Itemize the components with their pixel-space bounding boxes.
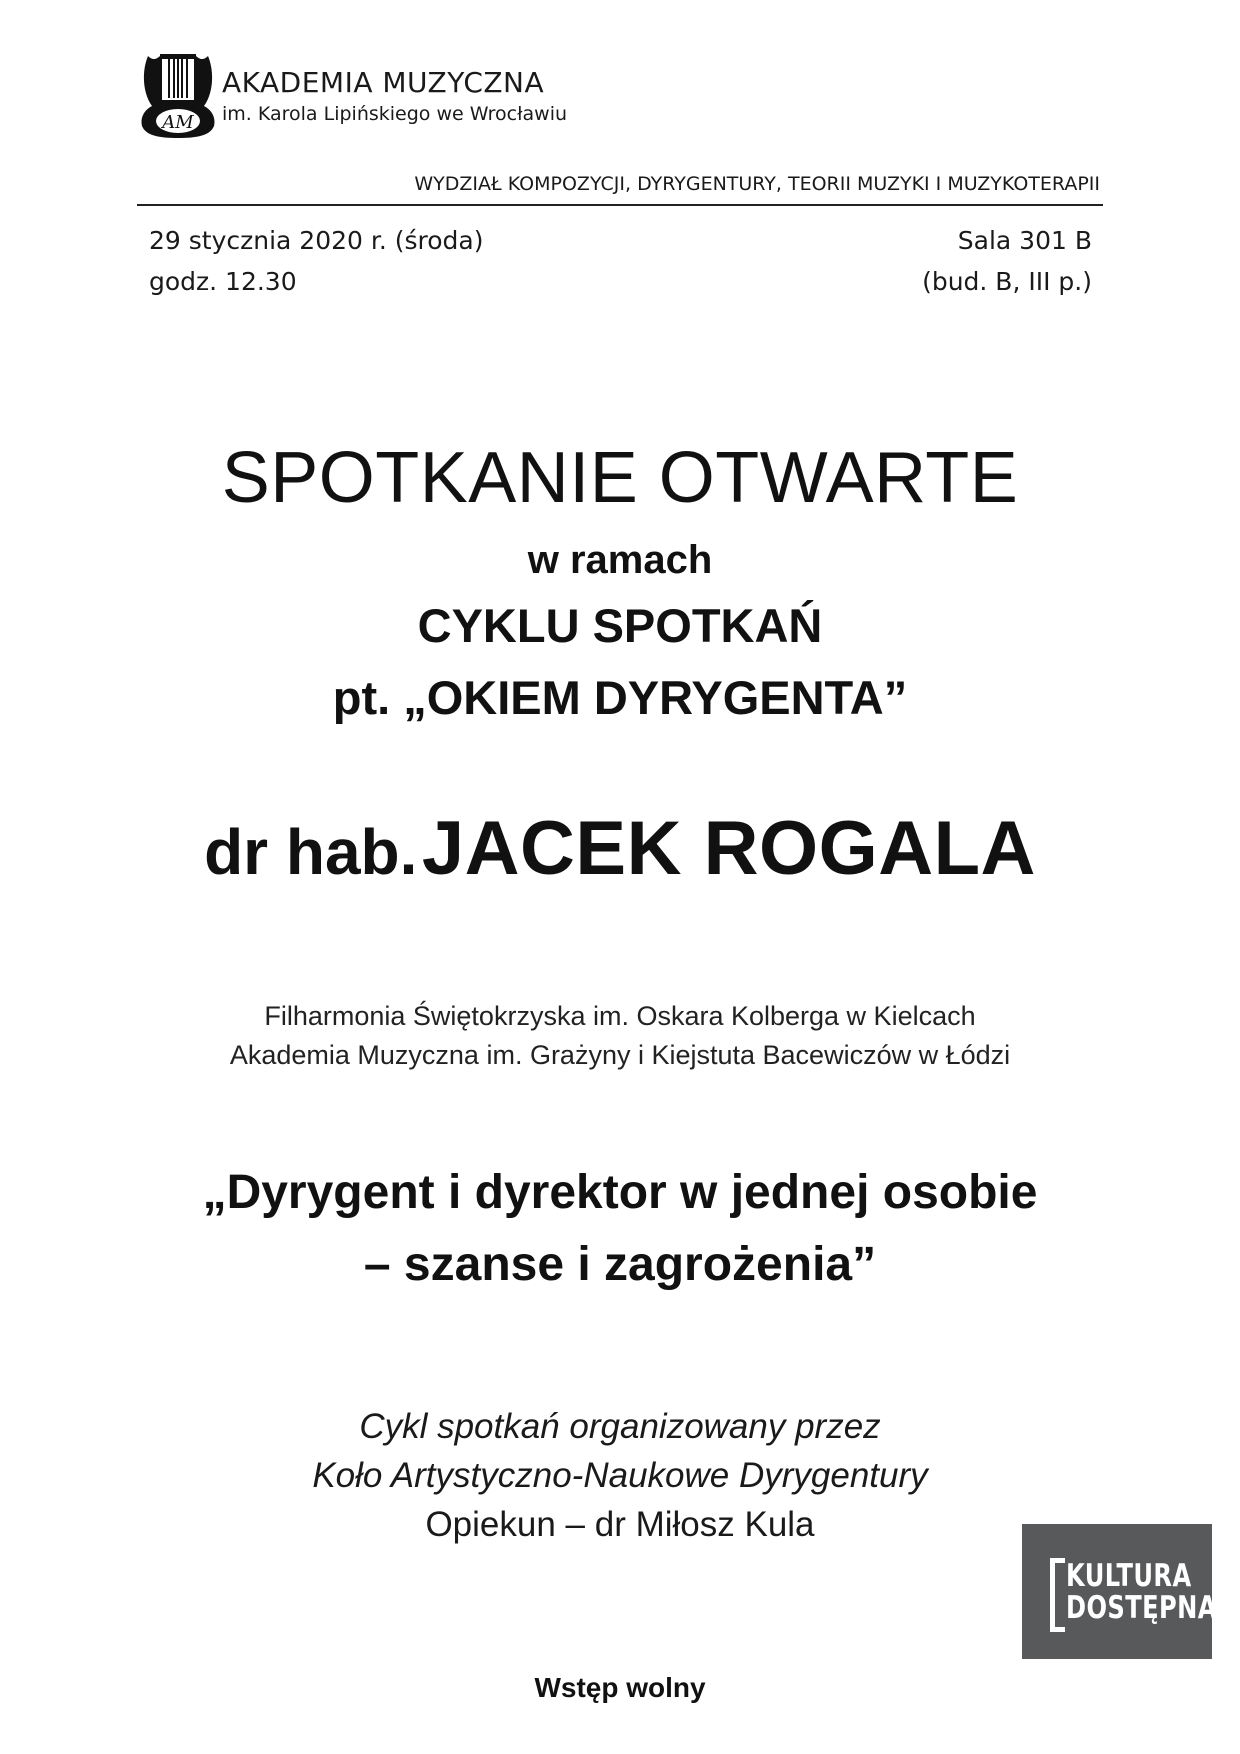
- event-time: godz. 12.30: [149, 267, 297, 296]
- speaker: [0, 805, 1240, 892]
- speaker-name: JACEK ROGALA: [421, 806, 1036, 891]
- institution-subtitle: im. Karola Lipińskiego we Wrocławiu: [222, 103, 568, 125]
- organizer-line-3: Opiekun – dr Miłosz Kula: [425, 1505, 815, 1544]
- organizer-line-1: Cykl spotkań organizowany przez: [359, 1407, 881, 1446]
- event-building: (bud. B, III p.): [922, 267, 1092, 296]
- header-divider: [137, 204, 1103, 206]
- affiliation-item: Filharmonia Świętokrzyska im. Oskara Kolberga w Kielcach: [264, 1001, 976, 1031]
- speaker-title: dr hab.: [204, 816, 418, 888]
- event-date: 29 stycznia 2020 r. (środa): [149, 226, 484, 255]
- institution-name: AKADEMIA MUZYCZNA: [222, 66, 545, 99]
- faculty-name: WYDZIAŁ KOMPOZYCJI, DYRYGENTURY, TEORII MUZYKI I MUZYKOTERAPII: [414, 173, 1100, 195]
- organizer-line-2: Koło Artystyczno-Naukowe Dyrygentury: [312, 1456, 928, 1495]
- event-location: [922, 220, 1092, 302]
- kultura-dostepna-badge: [1022, 1524, 1217, 1659]
- title-line-3: CYKLU SPOTKAŃ: [417, 599, 823, 652]
- bracket-icon: [1050, 1558, 1065, 1632]
- badge-line-2: DOSTĘPNA: [1066, 1590, 1217, 1626]
- topic-line-2: – szanse i zagrożenia”: [363, 1238, 877, 1291]
- badge-line-1: KULTURA: [1066, 1558, 1192, 1594]
- topic-line-1: „Dyrygent i dyrektor w jednej osobie: [202, 1166, 1038, 1219]
- title-line-2: w ramach: [527, 538, 713, 582]
- lyre-icon: [138, 48, 218, 140]
- event-room: Sala 301 B: [957, 226, 1092, 255]
- logo-monogram: AM: [162, 112, 194, 133]
- entry-note: Wstęp wolny: [534, 1672, 706, 1703]
- affiliation-item: Akademia Muzyczna im. Grażyny i Kiejstuta Bacewiczów w Łódzi: [229, 1040, 1011, 1070]
- title-line-4: pt. „OKIEM DYRYGENTA”: [332, 671, 908, 724]
- event-datetime: [149, 220, 484, 302]
- page-title: SPOTKANIE OTWARTE: [221, 438, 1019, 518]
